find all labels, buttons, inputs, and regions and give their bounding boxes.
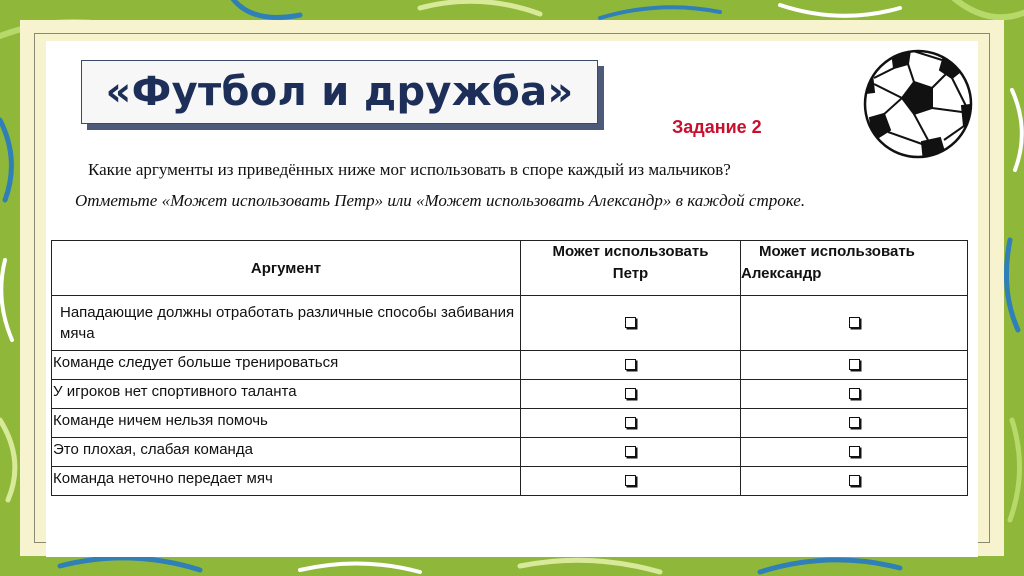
checkbox-alexander[interactable] <box>849 317 860 328</box>
table-row <box>52 467 968 496</box>
checkbox-petr[interactable] <box>625 446 636 457</box>
checkbox-alexander[interactable] <box>849 388 860 399</box>
checkbox-petr[interactable] <box>625 359 636 370</box>
alexander-cell <box>741 380 968 409</box>
header-petr-line1: Может использовать <box>552 243 709 260</box>
checkbox-alexander[interactable] <box>849 446 860 457</box>
table-row <box>52 296 968 351</box>
header-petr-line2: Петр <box>612 265 649 282</box>
checkbox-alexander[interactable] <box>849 417 860 428</box>
page-title: «Футбол и дружба» <box>105 69 574 115</box>
alexander-cell <box>741 467 968 496</box>
table-row <box>52 351 968 380</box>
checkbox-petr[interactable] <box>625 317 636 328</box>
header-alexander-line2: Александр <box>741 265 822 282</box>
argument-cell: Команде ничем нельзя помочь <box>52 409 521 438</box>
header-alexander <box>741 241 968 296</box>
checkbox-petr[interactable] <box>625 388 636 399</box>
petr-cell <box>521 351 741 380</box>
alexander-cell <box>741 438 968 467</box>
question-text: Какие аргументы из приведённых ниже мог использовать в споре каждый из мальчиков? <box>88 160 731 179</box>
table-row <box>52 409 968 438</box>
alexander-cell <box>741 296 968 351</box>
argument-cell: Это плохая, слабая команда <box>52 438 521 467</box>
petr-cell <box>521 380 741 409</box>
soccer-ball-icon <box>862 48 974 160</box>
argument-cell: Нападающие должны отработать различные способы забивания мяча <box>52 296 521 351</box>
arguments-table <box>51 240 968 496</box>
table-header-row <box>52 241 968 296</box>
argument-cell: У игроков нет спортивного таланта <box>52 380 521 409</box>
header-argument-label: Аргумент <box>250 259 322 277</box>
argument-cell: Команде следует больше тренироваться <box>52 351 521 380</box>
checkbox-alexander[interactable] <box>849 359 860 370</box>
petr-cell <box>521 467 741 496</box>
header-alexander-line1: Может использовать <box>759 243 915 260</box>
petr-cell <box>521 438 741 467</box>
instruction-text: Отметьте «Может использовать Петр» или «Может использовать Александр» в каждой строке. <box>75 191 806 210</box>
checkbox-petr[interactable] <box>625 417 636 428</box>
table-row <box>52 380 968 409</box>
petr-cell <box>521 296 741 351</box>
checkbox-alexander[interactable] <box>849 475 860 486</box>
header-petr <box>521 241 741 296</box>
header-argument <box>52 241 521 296</box>
title-box <box>81 60 598 124</box>
argument-cell: Команда неточно передает мяч <box>52 467 521 496</box>
alexander-cell <box>741 351 968 380</box>
table-row <box>52 438 968 467</box>
alexander-cell <box>741 409 968 438</box>
task-label: Задание 2 <box>672 117 762 137</box>
checkbox-petr[interactable] <box>625 475 636 486</box>
petr-cell <box>521 409 741 438</box>
